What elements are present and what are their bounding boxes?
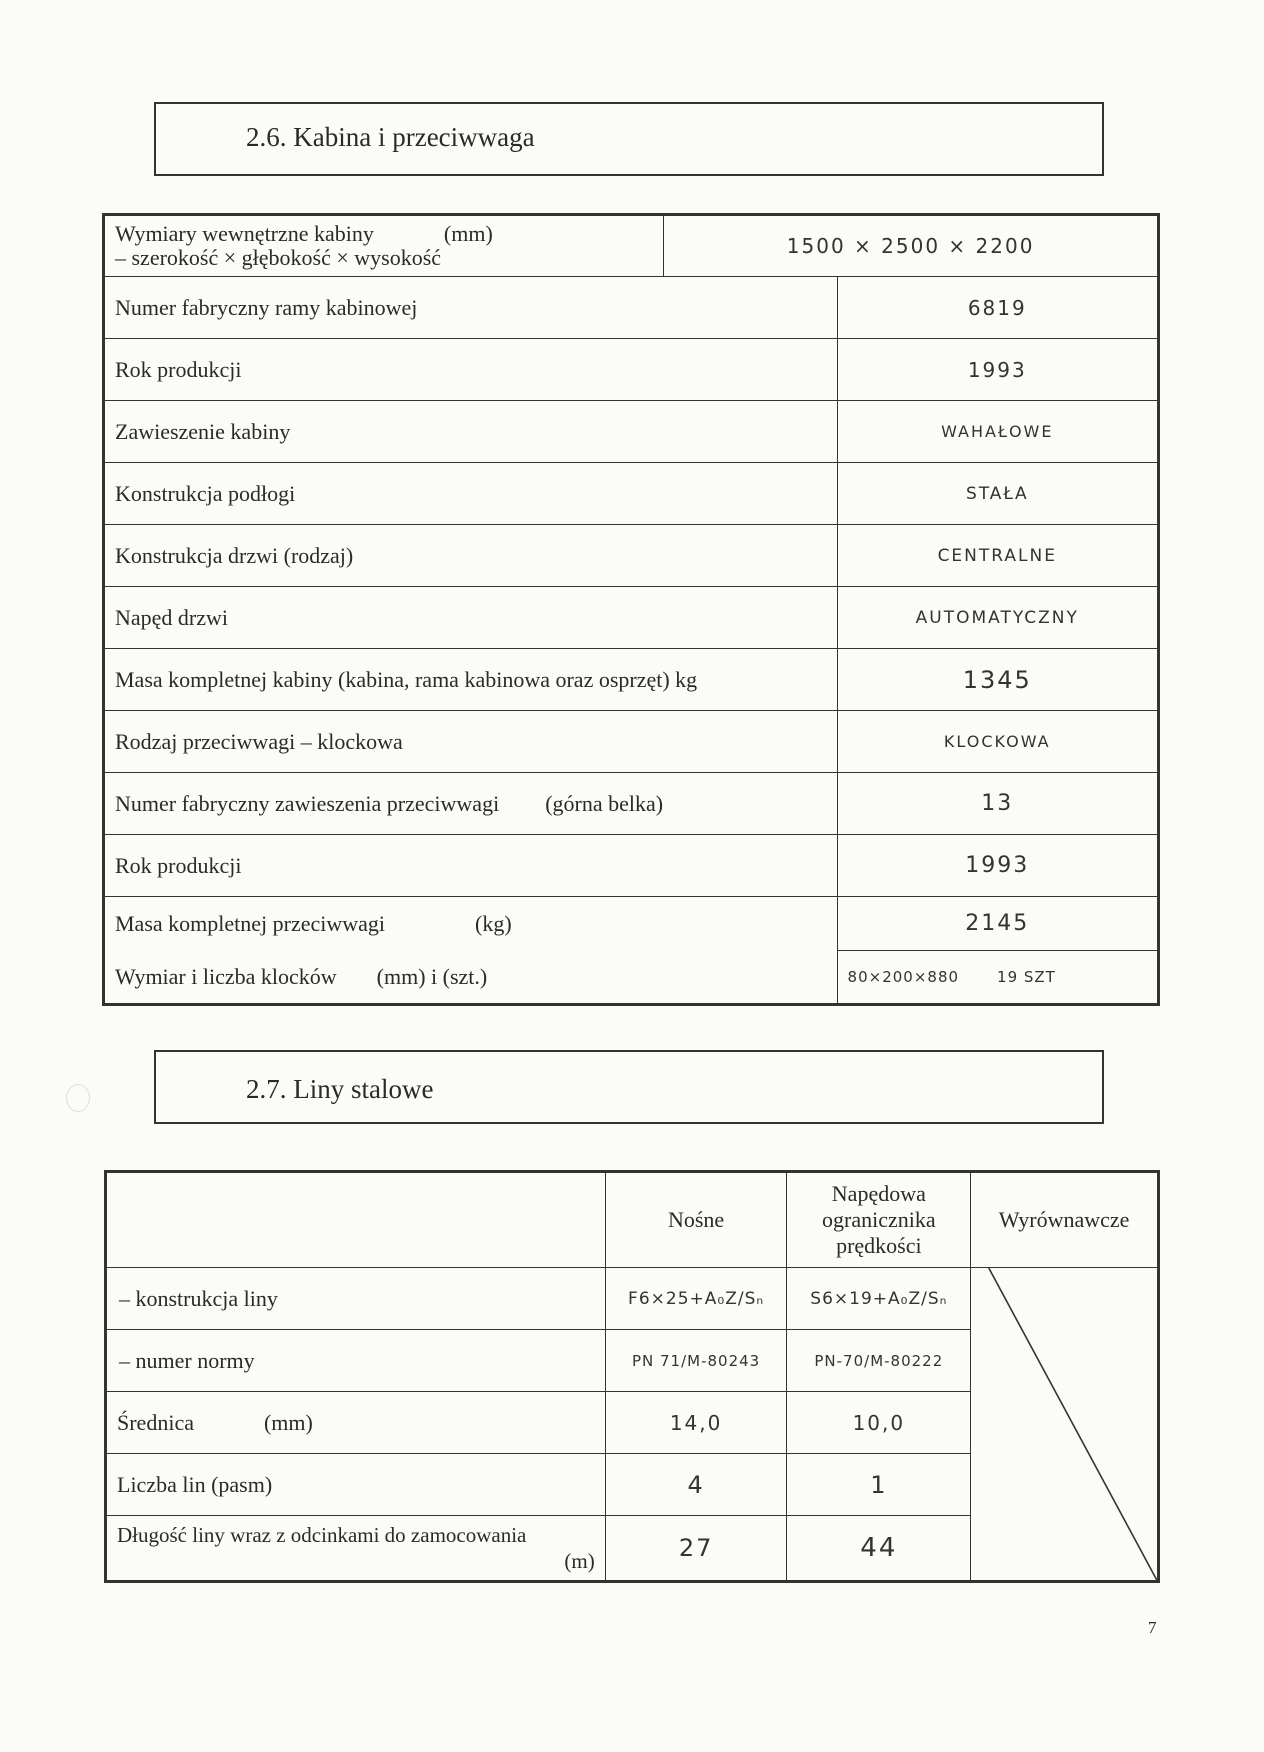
row-value: AUTOMATYCZNY <box>837 587 1158 649</box>
table-row <box>104 525 1159 587</box>
row-label: Rodzaj przeciwwagi – klockowa <box>104 711 838 773</box>
row-label: Średnica (mm) <box>106 1392 606 1454</box>
row-label: Konstrukcja drzwi (rodzaj) <box>104 525 838 587</box>
row-value: 2145 <box>837 897 1158 951</box>
row-label: Numer fabryczny ramy kabinowej <box>104 277 838 339</box>
row-label: Napęd drzwi <box>104 587 838 649</box>
cell-napedowa: PN-70/M-80222 <box>787 1330 971 1392</box>
row-value: 6819 <box>837 277 1158 339</box>
row-value: STAŁA <box>837 463 1158 525</box>
table-row <box>104 339 1159 401</box>
table-row <box>104 773 1159 835</box>
row-value: KLOCKOWA <box>837 711 1158 773</box>
row-value: 13 <box>837 773 1158 835</box>
cell-nosne: F6×25+A₀Z/Sₙ <box>605 1268 787 1330</box>
row-label: Liczba lin (pasm) <box>106 1454 606 1516</box>
row-label: Masa kompletnej kabiny (kabina, rama kabinowa oraz osprzęt) kg <box>104 649 838 711</box>
header-wyrownawcze: Wyrównawcze <box>971 1172 1159 1268</box>
diagonal-strike <box>971 1268 1157 1580</box>
scan-hole-mark <box>66 1084 90 1112</box>
row-label: Długość liny wraz z odcinkami do zamocowania (m) <box>106 1516 606 1582</box>
table-row <box>104 587 1159 649</box>
row-value: 1345 <box>837 649 1158 711</box>
row-label: – konstrukcja liny <box>106 1268 606 1330</box>
section-title-box <box>154 102 1104 176</box>
section-title: 2.7. Liny stalowe <box>246 1074 434 1104</box>
table-row <box>104 277 1159 339</box>
cell-nosne: PN 71/M-80243 <box>605 1330 787 1392</box>
table-row <box>104 897 1159 951</box>
cell-napedowa: 10,0 <box>787 1392 971 1454</box>
row-label: Zawieszenie kabiny <box>104 401 838 463</box>
row-value: WAHAŁOWE <box>837 401 1158 463</box>
header-napedowa: Napędowa ogranicznika prędkości <box>787 1172 971 1268</box>
row-label: Rok produkcji <box>104 339 838 401</box>
cell-napedowa: 44 <box>787 1516 971 1582</box>
row-value: 1993 <box>837 835 1158 897</box>
ropes-table <box>104 1170 1160 1583</box>
row-value: CENTRALNE <box>837 525 1158 587</box>
cell-nosne: 4 <box>605 1454 787 1516</box>
table-row <box>104 463 1159 525</box>
cell-napedowa: 1 <box>787 1454 971 1516</box>
row-value: 1500 × 2500 × 2200 <box>664 215 1159 277</box>
row-label: Konstrukcja podłogi <box>104 463 838 525</box>
row-label: Wymiary wewnętrzne kabiny (mm) – szerokość × głębokość × wysokość <box>104 215 664 277</box>
section-title: 2.6. Kabina i przeciwwaga <box>246 122 535 152</box>
table-row <box>104 401 1159 463</box>
row-label: Numer fabryczny zawieszenia przeciwwagi (górna belka) <box>104 773 838 835</box>
header-empty <box>106 1172 606 1268</box>
row-value: 1993 <box>837 339 1158 401</box>
table-header-row <box>106 1172 1159 1268</box>
header-nosne: Nośne <box>605 1172 787 1268</box>
cell-nosne: 14,0 <box>605 1392 787 1454</box>
cell-napedowa: S6×19+A₀Z/Sₙ <box>787 1268 971 1330</box>
row-label: Masa kompletnej przeciwwagi (kg) <box>104 897 838 951</box>
table-row <box>104 951 1159 1005</box>
table-row <box>104 835 1159 897</box>
cell-nosne: 27 <box>605 1516 787 1582</box>
table-row <box>104 215 1159 277</box>
table-row <box>104 711 1159 773</box>
row-label: – numer normy <box>106 1330 606 1392</box>
table-row <box>106 1268 1159 1330</box>
page-number: 7 <box>1148 1618 1157 1637</box>
row-label: Wymiar i liczba klocków (mm) i (szt.) <box>104 951 838 1005</box>
row-value: 80×200×880 19 SZT <box>837 951 1158 1005</box>
table-row <box>104 649 1159 711</box>
cell-wyrownawcze-crossed <box>971 1268 1159 1582</box>
section-title-box <box>154 1050 1104 1124</box>
cabin-table <box>102 213 1160 1006</box>
row-label: Rok produkcji <box>104 835 838 897</box>
